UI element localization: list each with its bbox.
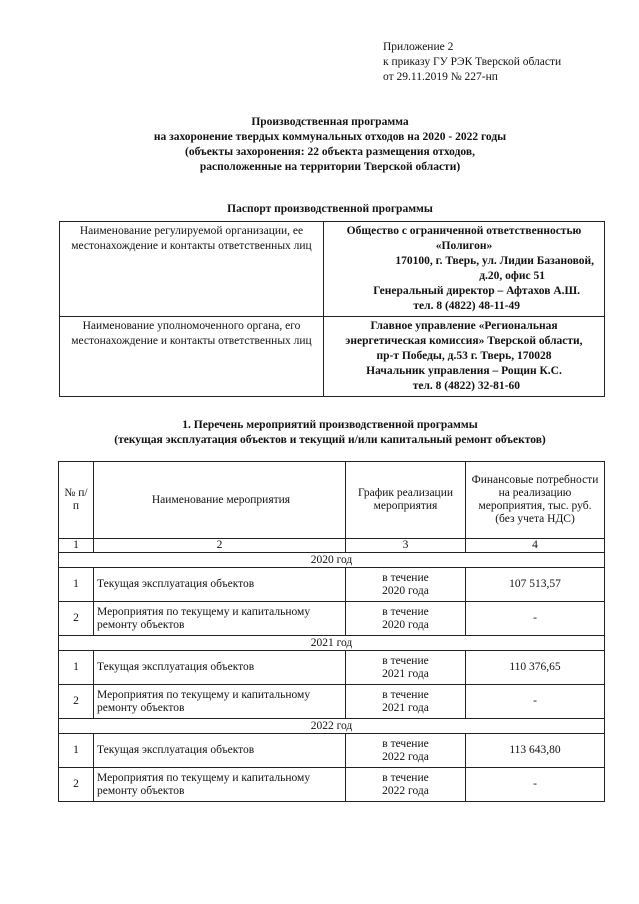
row-number: 2	[59, 685, 94, 719]
passport-value	[324, 222, 605, 317]
table-row	[59, 768, 605, 802]
row-number: 2	[59, 768, 94, 802]
header-no: № п/п	[59, 462, 94, 539]
appendix-line: от 29.11.2019 № 227-нп	[383, 71, 498, 83]
table-row	[59, 685, 605, 719]
schedule-cell	[346, 768, 466, 802]
table-row	[59, 651, 605, 685]
passport-heading: Паспорт производственной программы	[227, 203, 433, 215]
appendix-line: Приложение 2	[383, 41, 454, 53]
header-row	[59, 462, 605, 539]
schedule-line: 2021 года	[382, 667, 429, 680]
activity-name: Текущая эксплуатация объектов	[94, 568, 346, 602]
row-number: 2	[59, 602, 94, 636]
amount-cell: -	[466, 685, 605, 719]
amount-cell: -	[466, 768, 605, 802]
row-number: 1	[59, 568, 94, 602]
schedule-cell	[346, 734, 466, 768]
passport-value-line: тел. 8 (4822) 48-11-49	[413, 300, 520, 312]
schedule-line: в течение	[382, 605, 429, 618]
passport-value-line: Главное управление «Региональная	[370, 320, 558, 332]
schedule-line: 2020 года	[382, 618, 429, 631]
passport-value-line: Генеральный директор – Афтахов А.Ш.	[373, 285, 580, 297]
passport-value-line: энергетическая комиссия» Тверской области,	[345, 335, 583, 347]
title-line: Производственная программа	[251, 116, 409, 128]
passport-value-line: тел. 8 (4822) 32-81-60	[412, 380, 520, 392]
schedule-line: в течение	[382, 771, 429, 784]
passport-table	[59, 221, 605, 397]
passport-value-line: «Полигон»	[435, 240, 493, 252]
activity-name: Мероприятия по текущему и капитальному ремонту объектов	[94, 602, 346, 636]
amount-cell: 107 513,57	[466, 568, 605, 602]
schedule-line: 2020 года	[382, 584, 429, 597]
column-number: 2	[94, 539, 346, 553]
section-heading-line: 1. Перечень мероприятий производственной программы	[182, 419, 478, 431]
amount-cell: 110 376,65	[466, 651, 605, 685]
schedule-line: в течение	[382, 737, 429, 750]
column-number-row	[59, 539, 605, 553]
header-name: Наименование мероприятия	[94, 462, 346, 539]
schedule-line: в течение	[382, 571, 429, 584]
passport-value-line: 170100, г. Тверь, ул. Лидии Базановой,	[395, 255, 594, 267]
passport-value-line: пр-т Победы, д.53 г. Тверь, 170028	[376, 350, 552, 362]
passport-value-line: Начальник управления – Рощин К.С.	[366, 365, 562, 377]
column-number: 1	[59, 539, 94, 553]
passport-value-line: д.20, офис 51	[479, 270, 545, 282]
year-row	[59, 636, 605, 651]
column-number: 3	[346, 539, 466, 553]
year-label: 2021 год	[59, 636, 605, 651]
schedule-cell	[346, 568, 466, 602]
appendix-reference	[383, 40, 561, 85]
schedule-line: в течение	[382, 688, 429, 701]
section-heading	[60, 418, 600, 448]
title-line: на захоронение твердых коммунальных отходов на 2020 - 2022 годы	[153, 131, 507, 143]
activity-name: Мероприятия по текущему и капитальному ремонту объектов	[94, 685, 346, 719]
document-title	[60, 115, 600, 175]
header-schedule: График реализации мероприятия	[346, 462, 466, 539]
schedule-cell	[346, 602, 466, 636]
year-label: 2020 год	[59, 553, 605, 568]
passport-row	[60, 222, 605, 317]
row-number: 1	[59, 734, 94, 768]
section-heading-line: (текущая эксплуатация объектов и текущий и/или капитальный ремонт объектов)	[114, 434, 546, 446]
amount-cell: -	[466, 602, 605, 636]
amount-cell: 113 643,80	[466, 734, 605, 768]
table-row	[59, 602, 605, 636]
header-finance: Финансовые потребности на реализацию мероприятия, тыс. руб. (без учета НДС)	[466, 462, 605, 539]
activity-name: Текущая эксплуатация объектов	[94, 734, 346, 768]
year-row	[59, 719, 605, 734]
table-row	[59, 734, 605, 768]
title-line: расположенные на территории Тверской области)	[199, 161, 461, 173]
appendix-line: к приказу ГУ РЭК Тверской области	[383, 56, 562, 68]
column-number: 4	[466, 539, 605, 553]
table-row	[59, 568, 605, 602]
activity-name: Текущая эксплуатация объектов	[94, 651, 346, 685]
row-number: 1	[59, 651, 94, 685]
schedule-cell	[346, 651, 466, 685]
title-line: (объекты захоронения: 22 объекта размещения отходов,	[185, 146, 475, 158]
year-row	[59, 553, 605, 568]
schedule-line: в течение	[382, 654, 429, 667]
passport-label: Наименование уполномоченного органа, его местонахождение и контакты ответственных лиц	[60, 317, 324, 397]
schedule-line: 2022 года	[382, 750, 429, 763]
passport-label: Наименование регулируемой организации, ее местонахождение и контакты ответственных лиц	[60, 222, 324, 317]
schedule-cell	[346, 685, 466, 719]
activity-name: Мероприятия по текущему и капитальному ремонту объектов	[94, 768, 346, 802]
activities-table	[58, 461, 605, 802]
passport-value	[324, 317, 605, 397]
schedule-line: 2022 года	[382, 784, 429, 797]
passport-value-line: Общество с ограниченной ответственностью	[346, 225, 582, 237]
passport-row	[60, 317, 605, 397]
year-label: 2022 год	[59, 719, 605, 734]
schedule-line: 2021 года	[382, 701, 429, 714]
